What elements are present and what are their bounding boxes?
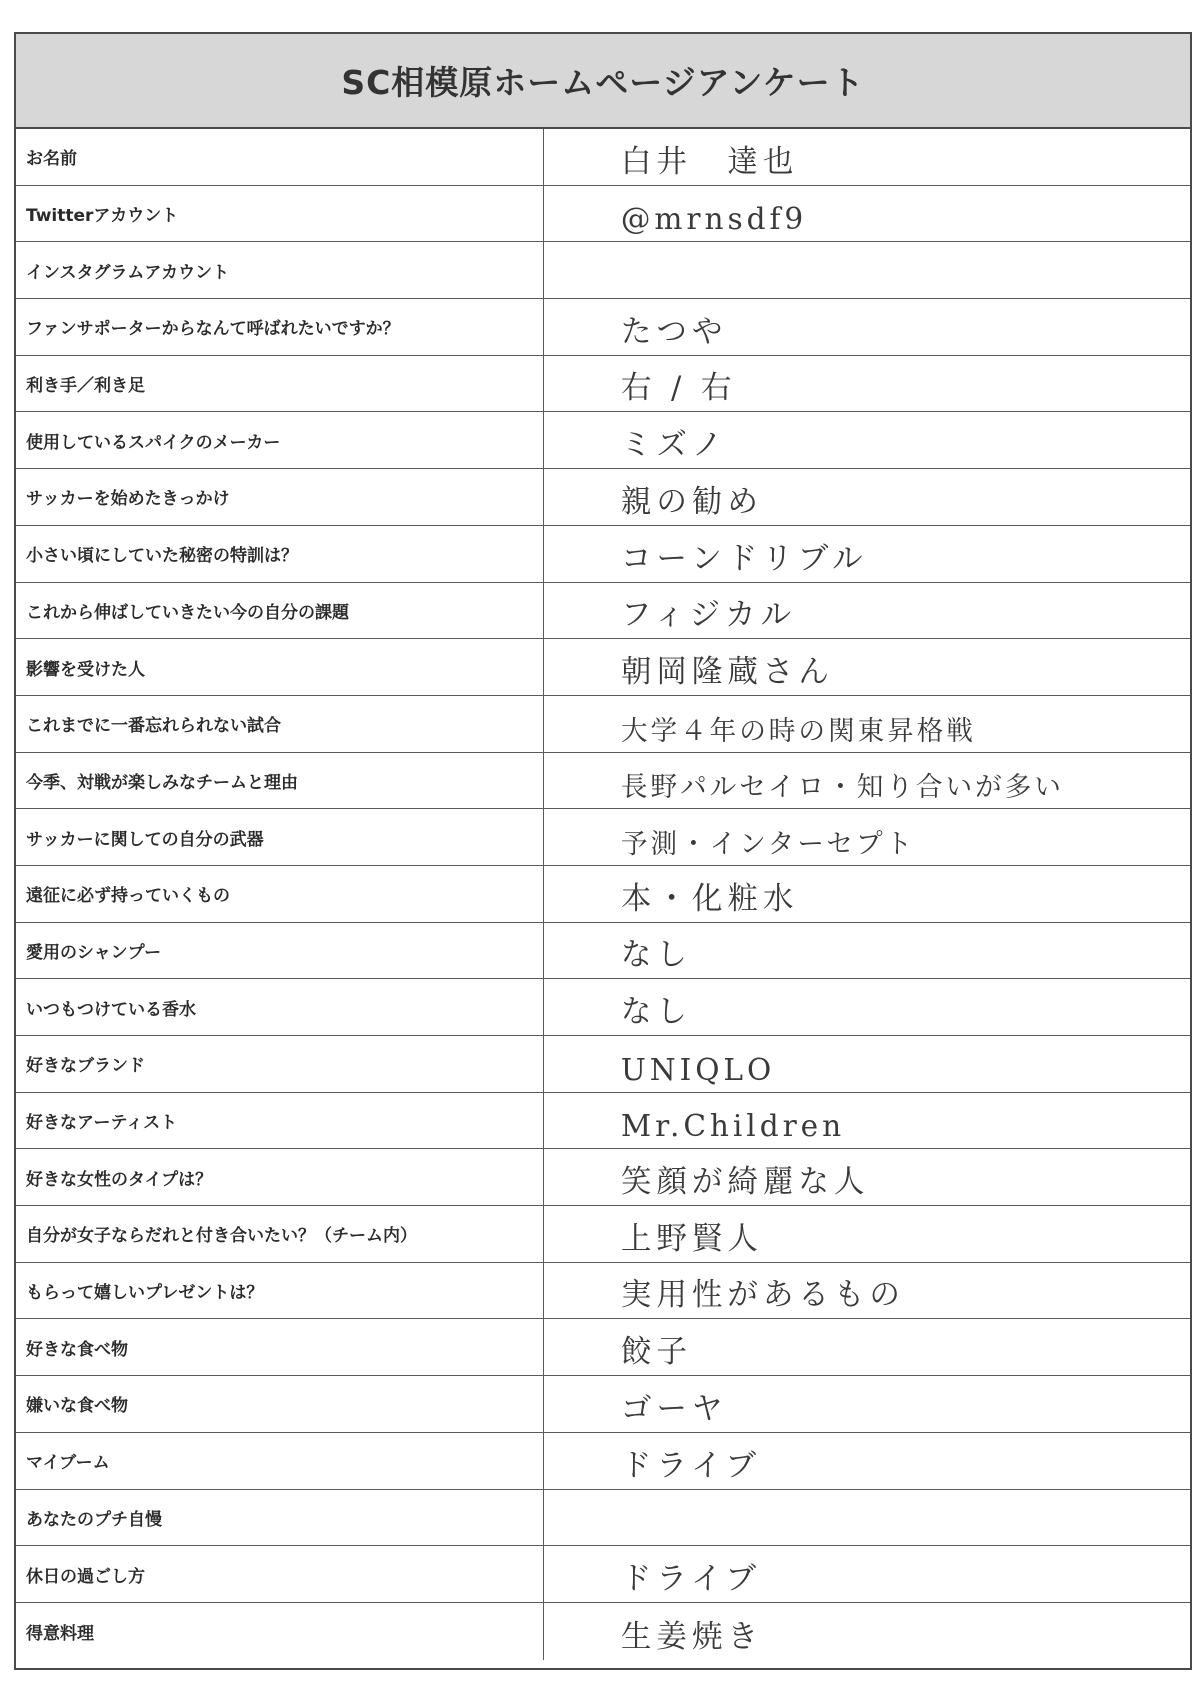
answer-text: 上野賢人 <box>620 1220 763 1257</box>
answer-text: 笑顔が綺麗な人 <box>620 1164 870 1201</box>
question-label: 愛用のシャンプー <box>16 923 544 979</box>
answer-text: @mrnsdf9 <box>620 202 808 238</box>
answer-text: ミズノ <box>620 427 728 464</box>
question-label: ファンサポーターからなんて呼ばれたいですか？ <box>16 299 544 355</box>
row-ideal-type <box>16 1149 1190 1206</box>
answer-text: 予測・インターセプト <box>620 828 916 860</box>
answer-text <box>544 242 1181 298</box>
row-my-boom <box>16 1433 1190 1490</box>
row-gift <box>16 1263 1190 1320</box>
row-nickname <box>16 299 1190 356</box>
answer-text <box>544 1490 1181 1546</box>
question-label: 嫌いな食べ物 <box>16 1376 544 1432</box>
question-label: あなたのプチ自慢 <box>16 1490 544 1546</box>
row-influence <box>16 639 1190 696</box>
row-shampoo <box>16 923 1190 980</box>
question-label: これまでに一番忘れられない試合 <box>16 696 544 752</box>
question-label: Twitterアカウント <box>16 186 544 242</box>
answer-text: ゴーヤ <box>620 1390 728 1427</box>
question-label: 影響を受けた人 <box>16 639 544 695</box>
answer-text: 白井 達也 <box>620 143 799 180</box>
question-label: 遠征に必ず持っていくもの <box>16 866 544 922</box>
answer-text: UNIQLO <box>620 1052 776 1088</box>
row-anticipated-opponent <box>16 753 1190 810</box>
answer-text: たつや <box>620 313 728 350</box>
question-label: 得意料理 <box>16 1603 544 1660</box>
question-label: 休日の過ごし方 <box>16 1546 544 1602</box>
answer-text: 実用性があるもの <box>620 1277 905 1314</box>
question-label: これから伸ばしていきたい今の自分の課題 <box>16 583 544 639</box>
row-travel-items <box>16 866 1190 923</box>
row-dominant-side <box>16 356 1190 413</box>
question-label: 好きなアーティスト <box>16 1093 544 1149</box>
form-title: SC相模原ホームページアンケート <box>341 63 865 102</box>
form-header <box>16 34 1190 129</box>
question-label: 使用しているスパイクのメーカー <box>16 412 544 468</box>
row-perfume <box>16 979 1190 1036</box>
question-label: 好きなブランド <box>16 1036 544 1092</box>
row-twitter <box>16 186 1190 243</box>
answer-text: なし <box>620 937 692 974</box>
row-artist <box>16 1093 1190 1150</box>
answer-text: 長野パルセイロ・知り合いが多い <box>620 772 1064 804</box>
question-label: 好きな女性のタイプは？ <box>16 1149 544 1205</box>
question-label: 好きな食べ物 <box>16 1319 544 1375</box>
answer-text: 大学４年の時の関東昇格戦 <box>620 715 976 747</box>
answer-text: フィジカル <box>620 597 796 634</box>
row-start-reason <box>16 469 1190 526</box>
answer-text: なし <box>620 994 692 1030</box>
question-label: いつもつけている香水 <box>16 979 544 1035</box>
questionnaire-form <box>14 32 1192 1670</box>
question-label: 今季、対戦が楽しみなチームと理由 <box>16 753 544 809</box>
answer-text: ドライブ <box>620 1447 762 1484</box>
row-specialty-dish <box>16 1603 1190 1660</box>
answer-text: ドライブ <box>620 1560 762 1597</box>
question-label: お名前 <box>16 129 544 185</box>
row-current-challenge <box>16 583 1190 640</box>
row-instagram <box>16 242 1190 299</box>
row-name <box>16 129 1190 186</box>
row-spike-maker <box>16 412 1190 469</box>
row-secret-training <box>16 526 1190 583</box>
row-teammate-pick <box>16 1206 1190 1263</box>
row-weapon <box>16 809 1190 866</box>
row-holiday <box>16 1546 1190 1603</box>
question-label: サッカーに関しての自分の武器 <box>16 809 544 865</box>
row-brand <box>16 1036 1190 1093</box>
row-petit-pride <box>16 1490 1190 1547</box>
answer-text: コーンドリブル <box>620 540 868 577</box>
question-label: マイブーム <box>16 1433 544 1489</box>
question-table <box>16 129 1190 1660</box>
answer-text: 餃子 <box>620 1334 692 1371</box>
row-disliked-food <box>16 1376 1190 1433</box>
question-label: インスタグラムアカウント <box>16 242 544 298</box>
row-unforgettable-match <box>16 696 1190 753</box>
answer-text: 親の勧め <box>620 483 763 520</box>
question-label: 利き手／利き足 <box>16 356 544 412</box>
answer-text: 右 / 右 <box>620 370 737 407</box>
answer-text: 生姜焼き <box>620 1618 763 1655</box>
answer-text: 本・化粧水 <box>620 880 799 917</box>
question-label: 自分が女子ならだれと付き合いたい？（チーム内） <box>16 1206 544 1262</box>
row-favorite-food <box>16 1319 1190 1376</box>
question-label: もらって嬉しいプレゼントは？ <box>16 1263 544 1319</box>
question-label: 小さい頃にしていた秘密の特訓は？ <box>16 526 544 582</box>
question-label: サッカーを始めたきっかけ <box>16 469 544 525</box>
answer-text: 朝岡隆蔵さん <box>620 653 834 690</box>
answer-text: Mr.Children <box>620 1109 846 1145</box>
